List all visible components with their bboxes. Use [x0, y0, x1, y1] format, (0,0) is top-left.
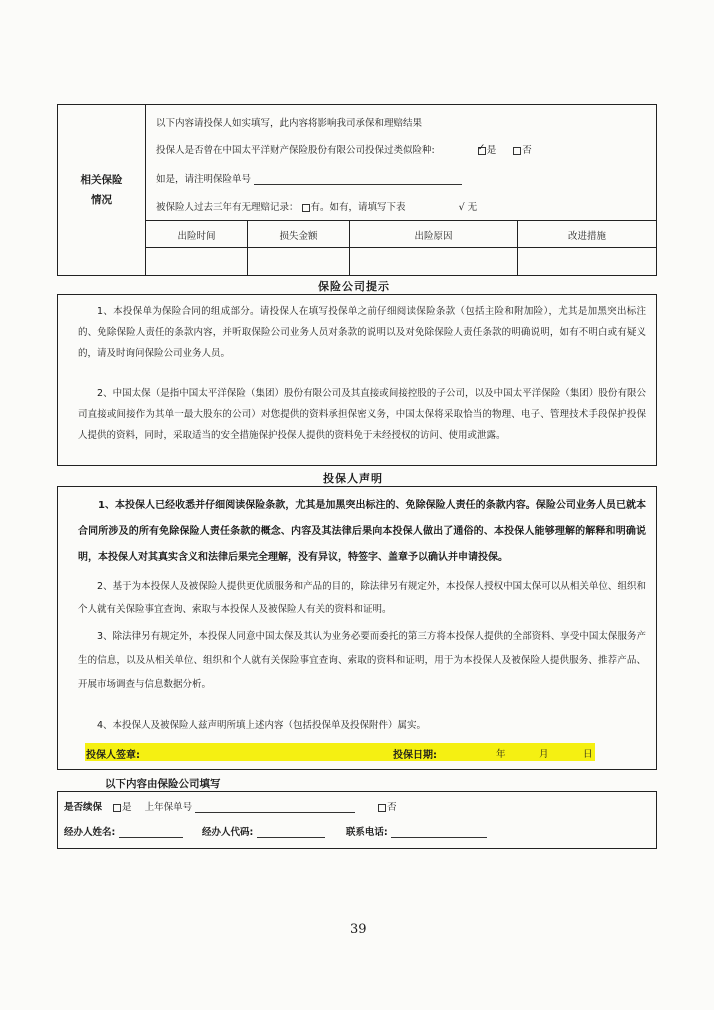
renewal-yes-option[interactable]: 是 — [113, 802, 132, 813]
column-header: 出险时间 — [146, 221, 248, 248]
page-number: 39 — [350, 922, 367, 937]
last-policy-field[interactable] — [195, 801, 355, 813]
date-label: 投保日期: — [393, 750, 437, 761]
claims-table-row — [146, 247, 656, 276]
claims-record-row: 被保险人过去三年有无理赔记录： 有。如有，请填写下表 √ 无 — [156, 202, 478, 213]
claims-none-option[interactable]: √ 无 — [458, 202, 478, 213]
agent-code-field[interactable] — [257, 826, 325, 838]
date-day: 日 — [583, 749, 593, 760]
notice-paragraph-2: 2、中国太保（是指中国太平洋保险（集团）股份有限公司及其直接或间接控股的子公司，以及中国太平洋保险（集团）股份有限公司直接或间接作为其单一最大股东的公司）对您提供的资料承担保密义务，中国太保将采取恰当的物理、电子、管理技术手段保护投保人提供的资料，同时，采取适当的安全措施保护投保人提供的资料免于未经授权的访问、使用或泄露。 — [78, 388, 646, 441]
fill-notice: 以下内容请投保人如实填写，此内容将影响我司承保和理赔结果 — [156, 118, 423, 129]
policy-number-row: 如是，请注明保险单号 — [156, 171, 462, 185]
prior-no-option[interactable]: 否 — [513, 145, 532, 156]
company-fill-box — [57, 791, 657, 849]
signature-label[interactable]: 投保人签章: — [86, 750, 140, 761]
date-month: 月 — [539, 749, 549, 760]
date-year: 年 — [496, 749, 506, 760]
prior-yes-option[interactable]: ✓ 是 — [478, 145, 497, 156]
checkbox-icon — [113, 804, 121, 812]
declaration-title: 投保人声明 — [323, 472, 383, 485]
signature-highlight — [85, 743, 595, 761]
declaration-box — [57, 486, 657, 770]
agent-row: 经办人姓名: 经办人代码: 联系电话: — [64, 824, 487, 838]
checkbox-icon — [302, 204, 310, 212]
renewal-row: 是否续保 是 上年保单号 否 — [64, 802, 397, 813]
company-notice-box — [57, 294, 657, 466]
table-cell[interactable] — [518, 248, 656, 276]
declaration-paragraph-2: 2、基于为本投保人及被保险人提供更优质服务和产品的目的，除法律另有规定外，本投保人授权中国太保可以从相关单位、组织和个人就有关保险事宜查询、索取与本投保人及被保险人有关的资料和证明。 — [78, 581, 646, 615]
checkbox-icon — [513, 147, 521, 155]
phone-field[interactable] — [391, 826, 487, 838]
related-insurance-label: 相关保险 情况 — [58, 105, 146, 275]
related-insurance-table — [57, 104, 657, 276]
notice-paragraph-1: 1、本投保单为保险合同的组成部分。请投保人在填写投保单之前仔细阅读保险条款（包括主险和附加险），尤其是加黑突出标注的、免除保险人责任的条款内容，并听取保险公司业务人员对条款的说明以及对免除保险人责任条款的明确说明，如有不明白或有疑义的，请及时询问保险公司业务人员。 — [78, 306, 646, 359]
table-cell[interactable] — [350, 248, 518, 276]
checked-box-icon — [478, 147, 486, 155]
column-header: 改进措施 — [567, 230, 606, 242]
policy-number-field[interactable] — [254, 173, 462, 185]
company-fill-title: 以下内容由保险公司填写 — [105, 778, 221, 790]
column-header: 损失金额 — [248, 221, 350, 248]
table-cell[interactable] — [146, 248, 248, 276]
renewal-no-option[interactable]: 否 — [378, 802, 397, 813]
prior-insurance-question: 投保人是否曾在中国太平洋财产保险股份有限公司投保过类似险种: ✓ 是 否 — [156, 142, 532, 156]
table-cell[interactable] — [248, 248, 350, 276]
company-notice-title: 保险公司提示 — [318, 280, 390, 293]
declaration-paragraph-1: 1、本投保人已经收悉并仔细阅读保险条款，尤其是加黑突出标注的、免除保险人责任的条款内容。保险公司业务人员已就本合同所涉及的所有免除保险人责任条款的概念、内容及其法律后果向本投保人做出了通俗的、本投保人能够理解的解释和明确说明，本投保人对其真实含义和法律后果完全理解，没有异议，特签字、盖章予以确认并申请投保。 — [78, 500, 646, 563]
claims-table-header — [146, 220, 656, 248]
declaration-paragraph-3: 3、除法律另有规定外，本投保人同意中国太保及其认为业务必要而委托的第三方将本投保人提供的全部资料、享受中国太保服务产生的信息，以及从相关单位、组织和个人就有关保险事宜查询、索取的资料和证明，用于为本投保人及被保险人提供服务、推荐产品、开展市场调查与信息数据分析。 — [78, 631, 646, 690]
column-header: 出险原因 — [350, 221, 518, 248]
claims-have-option[interactable]: 有。如有，请填写下表 — [302, 202, 406, 213]
checkbox-icon — [378, 804, 386, 812]
agent-name-field[interactable] — [119, 826, 183, 838]
declaration-paragraph-4: 4、本投保人及被保险人兹声明所填上述内容（包括投保单及投保附件）属实。 — [97, 720, 427, 731]
